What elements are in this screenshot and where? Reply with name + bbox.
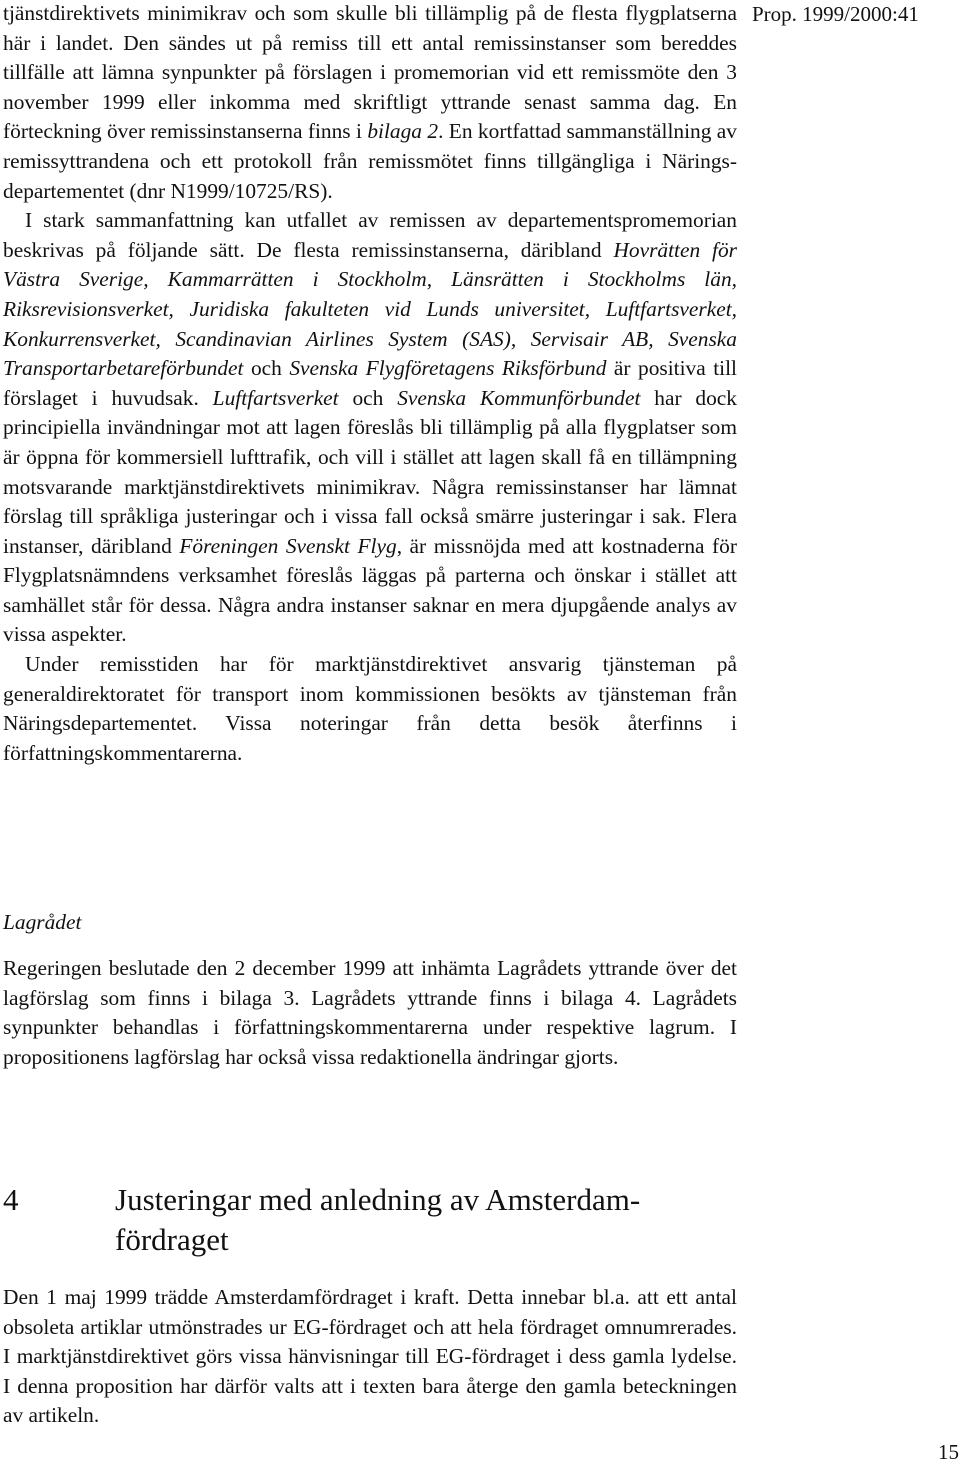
text-run: och [243, 356, 290, 381]
italic-run: Luftfartsverket [212, 385, 339, 410]
text-run: , är missnöjda med att kostnaderna för Flygplatsnämndens verksamhet föreslås läggas på parterna och önskar i stället att samhället står för dessa. Några andra instanser saknar en mera djupgående analys av vissa aspekter. [3, 533, 737, 647]
paragraph-amsterdam [3, 1283, 737, 1431]
section-title: Justeringar med anledning av Amsterdamfördraget [115, 1182, 641, 1257]
italic-run: Svenska Flygföretagens Riksförbund [289, 356, 607, 381]
text-run: och [338, 385, 398, 410]
text-run: är positiva till förslaget i huvudsak. [3, 356, 737, 410]
text-run: Under remisstiden har för marktjänstdirektivet ansvarig tjänsteman på generaldirektoratet för transport inom kommissionen besökts av tjänsteman från Näringsdepartementet. Vissa noteringar från detta besök återfinns i författningskommentarerna. [3, 652, 737, 765]
text-run: I stark sammanfattning kan utfallet av remissen av departementspromemorian beskrivas på följande sätt. De flesta remissinstanserna, däribland [3, 208, 737, 262]
text-run: . En kortfattad sammanställning av remissyttrandena och ett protokoll från remissmötet finns tillgängliga i Näringsdepartementet (dnr N1999/10725/RS). [3, 119, 737, 203]
paragraph-lagradet [3, 954, 737, 1072]
body-text-section-4 [3, 1283, 737, 1431]
text-run: har dock principiella invändningar mot att lagen föreslås bli tillämplig på alla flygplatser som är öppna för kommersiell lufttrafik, och vill i stället att lagen skall få en tillämpning motsvarande marktjänstdirektivets minimikrav. Några remissinstanser har lämnat förslag till språkliga justeringar och i vissa fall också smärre justeringar i sak. Flera instanser, däribland [3, 385, 737, 558]
proposition-reference: Prop. 1999/2000:41 [752, 2, 919, 26]
paragraph-remiss [3, 0, 737, 206]
text-run: Den 1 maj 1999 trädde Amsterdamfördraget i kraft. Detta innebar bl.a. att ett antal obsoleta artiklar utmönstrades ur EG-fördraget och att hela fördraget omnumrerades. I marktjänstdirektivet görs vissa hänvisningar till EG-fördraget i dess gamla lydelse. I denna proposition har därför valts att i texten bara återge den gamla beteckningen av artikeln. [3, 1285, 737, 1428]
text-run: Regeringen beslutade den 2 december 1999 att inhämta Lagrådets yttrande över det lagförslag som finns i bilaga 3. Lagrådets yttrande finns i bilaga 4. Lagrådets synpunkter behandlas i författningskommentarerna under respektive lagrum. I propositionens lagförslag har också vissa redaktionella ändringar gjorts. [3, 956, 737, 1069]
paragraph-remisstiden [3, 650, 737, 768]
italic-run: bilaga 2 [367, 119, 439, 144]
subheading-lagradet: Lagrådet [3, 910, 82, 934]
section-number: 4 [3, 1182, 19, 1217]
body-text-lagradet [3, 954, 737, 1072]
italic-run: Föreningen Svenskt Flyg [179, 533, 397, 558]
text-run: tjänstdirektivets minimikrav och som skulle bli tillämplig på de flesta flygplatserna här i landet. Den sändes ut på remiss till ett antal remissinstanser som bereddes tillfälle att lämna synpunkter på förslagen i promemorian vid ett remissmöte den 3 november 1999 eller inkomma med skriftligt yttrande senast samma dag. En förteckning över remissinstanserna finns i [3, 1, 737, 144]
page-number: 15 [938, 1440, 959, 1464]
paragraph-sammanfattning [3, 206, 737, 650]
italic-run: Hovrätten för Västra Sverige, Kammarrätten i Stockholm, Länsrätten i Stockholms län, Riksrevisionsverket, Juridiska fakulteten vid Lunds universitet, Luftfartsverket, Konkurrensverket, Scandinavian Airlines System (SAS), Servisair AB, Svenska Transportarbetareförbundet [3, 237, 737, 381]
body-text-top [3, 0, 737, 768]
italic-run: Svenska Kommunförbundet [397, 385, 641, 410]
